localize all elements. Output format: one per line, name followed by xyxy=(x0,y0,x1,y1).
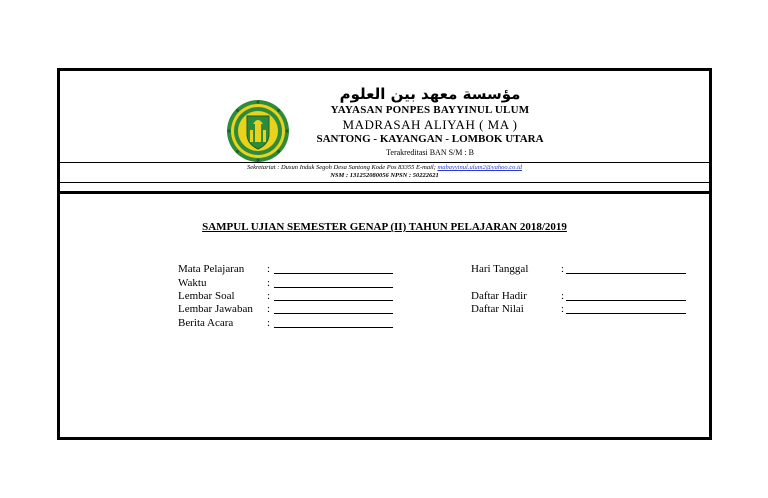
contact-address: Sekretariat : Dusun Induk Segoh Desa Santong Kode Pos 83355 E-mail; xyxy=(246,164,436,171)
school-location: SANTONG - KAYANGAN - LOMBOK UTARA xyxy=(316,133,544,145)
field-colon: : xyxy=(267,277,271,289)
fill-in-line[interactable] xyxy=(274,300,393,301)
field-hari-tanggal xyxy=(471,262,691,276)
foundation-name: YAYASAN PONPES BAYYINUL ULUM xyxy=(330,104,530,116)
contact-line xyxy=(60,164,709,171)
cover-frame xyxy=(57,68,712,440)
field-label: Mata Pelajaran xyxy=(178,263,245,275)
fill-in-line[interactable] xyxy=(274,327,393,328)
field-label: Waktu xyxy=(178,277,207,289)
field-colon: : xyxy=(561,263,565,275)
field-label: Daftar Hadir xyxy=(471,290,527,302)
field-label: Lembar Soal xyxy=(178,290,235,302)
field-label: Lembar Jawaban xyxy=(178,303,253,315)
field-lembar-soal xyxy=(178,289,398,303)
field-waktu xyxy=(178,276,398,290)
field-colon: : xyxy=(561,290,565,302)
header-divider-thick xyxy=(60,191,709,194)
field-daftar-nilai xyxy=(471,302,691,316)
field-daftar-hadir xyxy=(471,289,691,303)
fill-in-line[interactable] xyxy=(274,273,393,274)
fill-in-line[interactable] xyxy=(566,313,686,314)
arabic-institution-name: مؤسسة معهد بين العلوم xyxy=(339,85,521,103)
email-link[interactable]: mabayyinul.ulum2@yahoo.co.id xyxy=(437,164,523,171)
header-divider-top xyxy=(60,162,709,163)
field-colon: : xyxy=(267,317,271,329)
field-label: Daftar Nilai xyxy=(471,303,524,315)
field-colon: : xyxy=(267,263,271,275)
fill-in-line[interactable] xyxy=(566,300,686,301)
field-mata-pelajaran xyxy=(178,262,398,276)
nsm-npsn-line: NSM : 131252080056 NPSN : 50222621 xyxy=(330,172,439,179)
field-label: Berita Acara xyxy=(178,317,234,329)
fill-in-line[interactable] xyxy=(274,313,393,314)
fill-in-line[interactable] xyxy=(566,273,686,274)
field-colon: : xyxy=(561,303,565,315)
header-divider-mid xyxy=(60,182,709,183)
fill-in-line[interactable] xyxy=(274,287,393,288)
accreditation: Terakreditasi BAN S/M : B xyxy=(386,148,474,157)
field-colon: : xyxy=(267,303,271,315)
school-name: MADRASAH ALIYAH ( MA ) xyxy=(342,117,518,132)
field-lembar-jawaban xyxy=(178,302,398,316)
field-colon: : xyxy=(267,290,271,302)
document-title: SAMPUL UJIAN SEMESTER GENAP (II) TAHUN PELAJARAN 2018/2019 xyxy=(202,221,567,233)
field-berita-acara xyxy=(178,316,398,330)
field-label: Hari Tanggal xyxy=(471,263,529,275)
